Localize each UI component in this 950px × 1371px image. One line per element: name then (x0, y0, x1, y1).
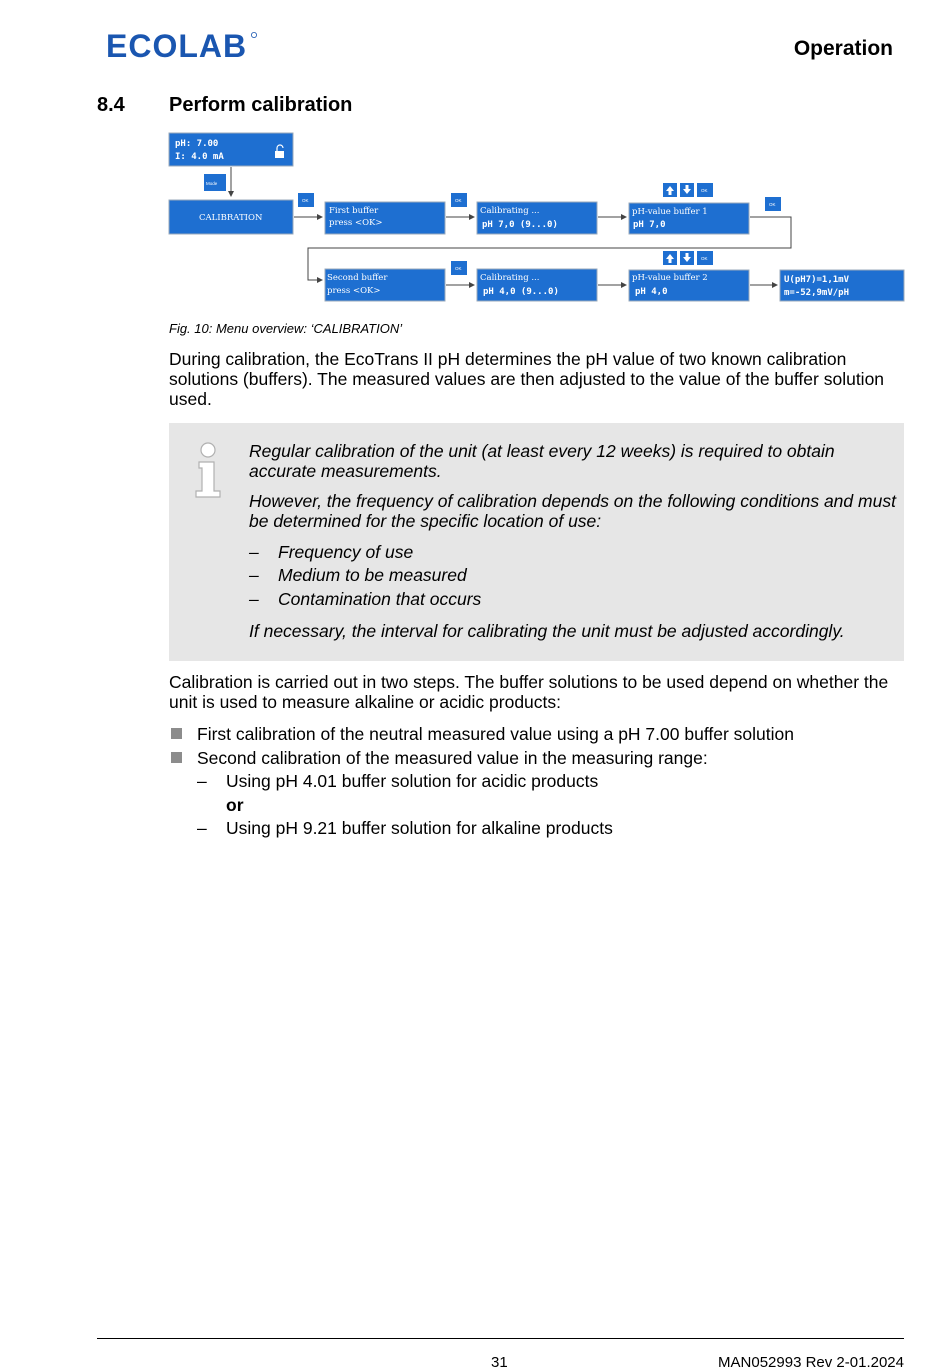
calibration-menu-diagram (167, 130, 905, 306)
or-label: or (226, 794, 244, 815)
document-id: MAN052993 Rev 2-01.2024 (718, 1354, 904, 1371)
note-paragraph-3: If necessary, the interval for calibrating the unit must be adjusted accordingly. (249, 620, 845, 641)
svg-text:pH 7,0 (9...0): pH 7,0 (9...0) (482, 220, 558, 230)
figure-caption: Fig. 10: Menu overview: ‘CALIBRATION’ (169, 321, 403, 336)
note-paragraph-1: Regular calibration of the unit (at least every 12 weeks) is required to obtain accurate measurements. (249, 441, 835, 481)
lcd-ph-value-buffer2-screen (629, 270, 749, 301)
section-number: 8.4 (97, 94, 125, 116)
lcd-calibrating-screen-1 (477, 202, 597, 234)
list-item: – Frequency of use (249, 541, 897, 564)
lcd-calibrating-screen-2 (477, 269, 597, 301)
svg-text:U(pH7)=1,1mV: U(pH7)=1,1mV (784, 275, 850, 285)
arrow-keys-icon (663, 251, 713, 265)
svg-text:press <OK>: press <OK> (329, 218, 383, 228)
lcd-result-screen (780, 270, 904, 301)
list-item: First calibration of the neutral measured value using a pH 7.00 buffer solution (169, 722, 899, 746)
svg-text:pH-value buffer 2: pH-value buffer 2 (632, 273, 708, 283)
note-list (249, 541, 897, 611)
list-item: – Using pH 4.01 buffer solution for acidic products (197, 771, 599, 791)
lcd-ph-value-buffer1-screen (629, 203, 749, 234)
svg-text:Calibrating ...: Calibrating ... (480, 206, 540, 216)
list-item: Second calibration of the measured value in the measuring range: – Using pH 4.01 buffer solution for acidic products or – Using pH 9.21 buffer solution for alkaline products (169, 746, 899, 841)
lcd-second-buffer-screen (325, 269, 445, 301)
svg-text:m=-52,9mV/pH: m=-52,9mV/pH (784, 288, 850, 298)
arrow-keys-icon (663, 183, 713, 197)
info-icon (193, 441, 227, 499)
list-item: – Medium to be measured (249, 564, 897, 587)
lcd-first-buffer-screen (325, 202, 445, 234)
svg-text:press <OK>: press <OK> (327, 286, 381, 296)
svg-text:OK: OK (701, 188, 708, 193)
steps-paragraph: Calibration is carried out in two steps. The buffer solutions to be used depend on whether the unit is used to measure alkaline or acidic products: (169, 672, 889, 712)
svg-text:pH 7,0: pH 7,0 (633, 220, 666, 230)
svg-text:Mode: Mode (206, 181, 218, 186)
section-title: Perform calibration (169, 94, 353, 116)
svg-text:pH: 7.00: pH: 7.00 (175, 139, 219, 149)
bullet-square-icon (171, 752, 182, 763)
svg-text:Second buffer: Second buffer (327, 273, 388, 283)
info-note (169, 423, 904, 661)
svg-text:I: 4.0 mA: I: 4.0 mA (175, 152, 224, 162)
svg-text:OK: OK (701, 256, 708, 261)
svg-text:First buffer: First buffer (329, 206, 379, 216)
calibration-steps-list (169, 722, 899, 841)
svg-text:OK: OK (769, 202, 776, 207)
svg-text:pH 4,0 (9...0): pH 4,0 (9...0) (483, 287, 559, 297)
svg-text:Calibrating ...: Calibrating ... (480, 273, 540, 283)
bullet-square-icon (171, 728, 182, 739)
intro-paragraph: During calibration, the EcoTrans II pH determines the pH value of two known calibration solutions (buffers). The measured values are then adjusted to the value of the buffer solution used. (169, 349, 885, 409)
footer-divider (97, 1338, 904, 1339)
svg-text:pH 4,0: pH 4,0 (635, 287, 668, 297)
lcd-calibration-screen (169, 200, 293, 234)
svg-text:OK: OK (455, 266, 462, 271)
svg-text:OK: OK (302, 198, 309, 203)
list-item: – Contamination that occurs (249, 588, 897, 611)
note-paragraph-2: However, the frequency of calibration depends on the following conditions and must be determined for the specific location of use: (249, 491, 896, 531)
header-section-title: Operation (793, 37, 893, 60)
svg-text:ECOLAB: ECOLAB (106, 30, 248, 62)
svg-text:pH-value buffer 1: pH-value buffer 1 (632, 207, 708, 217)
ecolab-logo (106, 30, 258, 62)
page-number: 31 (491, 1354, 508, 1371)
sub-list (197, 770, 899, 841)
svg-text:OK: OK (455, 198, 462, 203)
svg-text:CALIBRATION: CALIBRATION (199, 213, 263, 223)
list-item: – Using pH 9.21 buffer solution for alkaline products (197, 818, 613, 838)
lcd-start-screen (169, 133, 293, 166)
